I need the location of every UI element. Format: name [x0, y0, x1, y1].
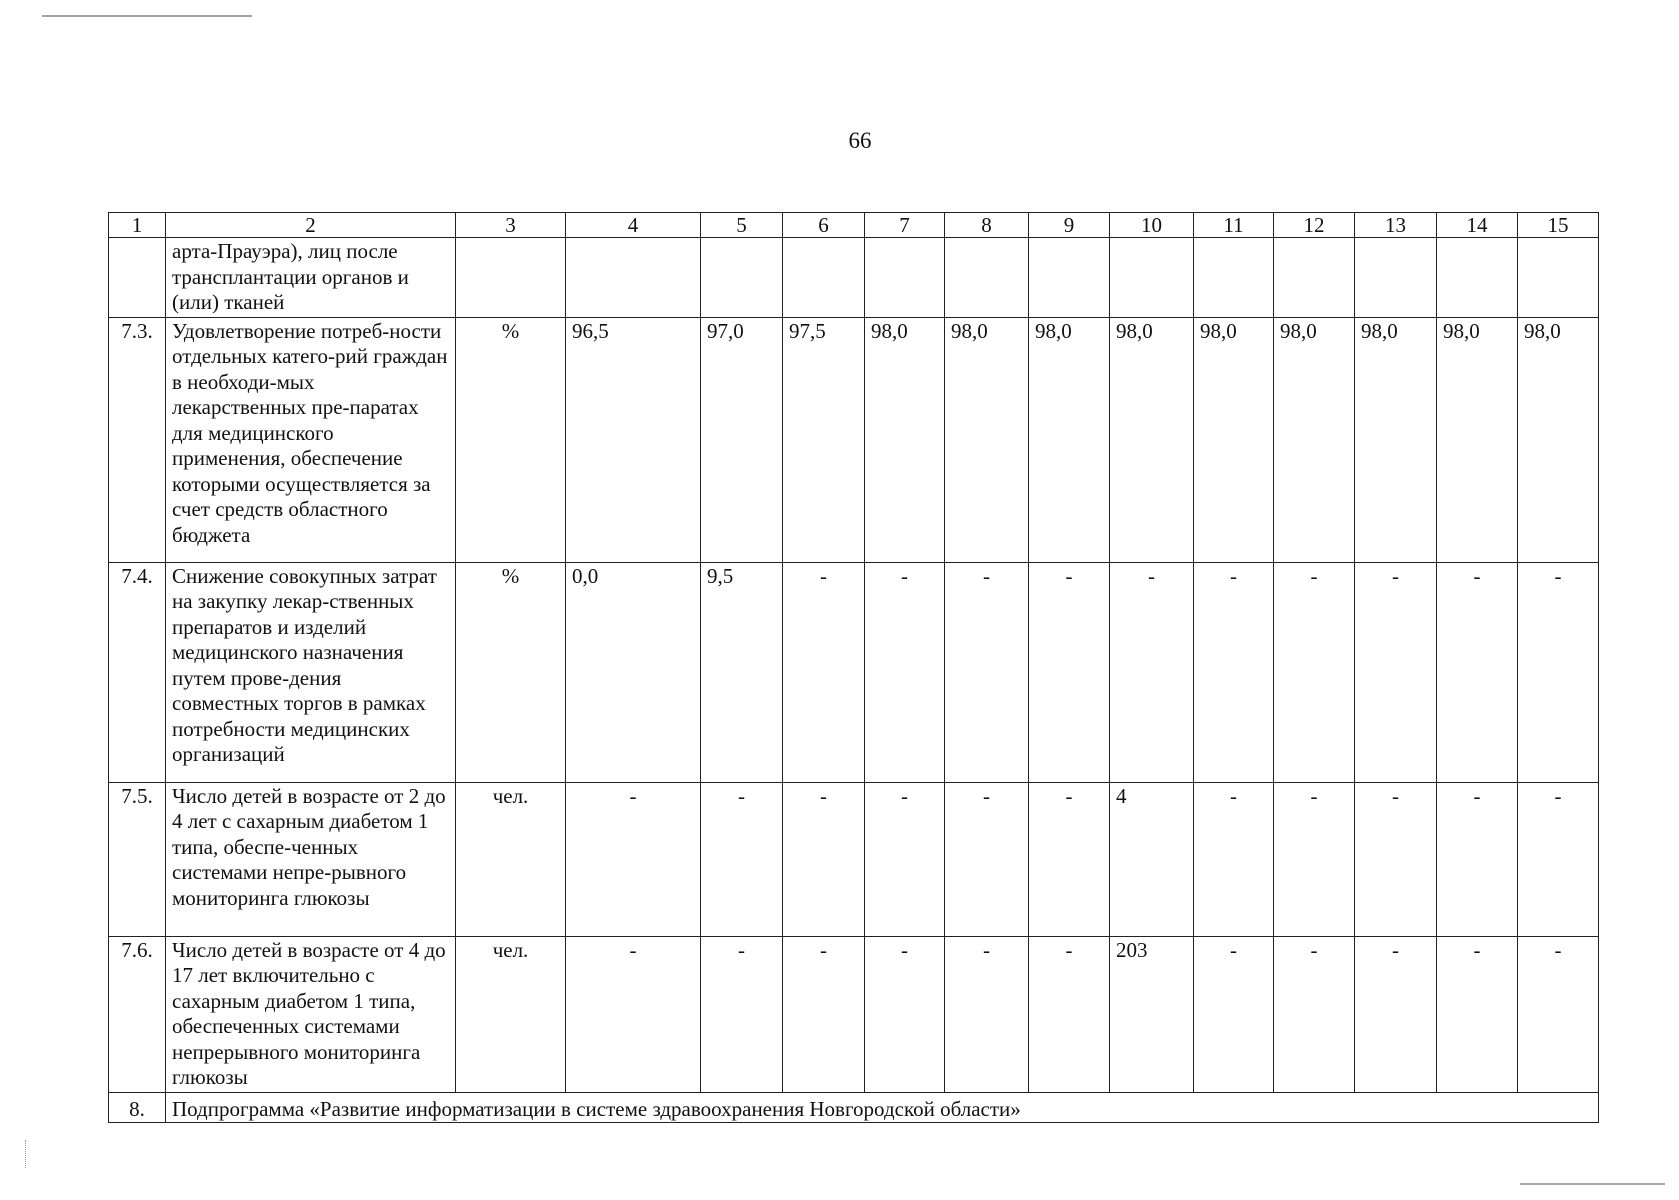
value-cell: 98,0: [1518, 317, 1599, 562]
value-cell: -: [1355, 936, 1437, 1092]
value-cell: -: [945, 936, 1029, 1092]
value-cell: -: [783, 936, 865, 1092]
value-cell: 98,0: [1274, 317, 1355, 562]
value-cell: -: [1029, 782, 1110, 936]
cell-value: [865, 238, 945, 318]
value-cell: -: [566, 782, 701, 936]
value-cell: -: [1110, 562, 1194, 782]
value-cell: -: [1274, 936, 1355, 1092]
continued-row: [109, 238, 1599, 318]
unit-cell: %: [456, 317, 566, 562]
header-cell: 4: [566, 213, 701, 238]
cell-value: [1518, 238, 1599, 318]
cell-unit: [456, 238, 566, 318]
row-number: 7.5.: [109, 782, 166, 936]
value-cell: -: [1194, 782, 1274, 936]
header-cell: 12: [1274, 213, 1355, 238]
value-cell: -: [566, 936, 701, 1092]
header-cell: 2: [166, 213, 456, 238]
value-cell: -: [783, 562, 865, 782]
value-cell: 98,0: [945, 317, 1029, 562]
header-cell: 15: [1518, 213, 1599, 238]
cell-value: [1355, 238, 1437, 318]
value-cell: -: [945, 562, 1029, 782]
value-cell: -: [1029, 562, 1110, 782]
cell-num: [109, 238, 166, 318]
value-cell: 96,5: [566, 317, 701, 562]
row-number: 7.4.: [109, 562, 166, 782]
value-cell: -: [865, 936, 945, 1092]
cell-value: [945, 238, 1029, 318]
scan-artifact-left: [25, 1140, 26, 1168]
section-row: [109, 1092, 1599, 1123]
table-row: [109, 562, 1599, 782]
value-cell: -: [865, 782, 945, 936]
value-cell: -: [1518, 562, 1599, 782]
value-cell: 98,0: [1437, 317, 1518, 562]
value-cell: 203: [1110, 936, 1194, 1092]
value-cell: 98,0: [1194, 317, 1274, 562]
value-cell: 98,0: [1110, 317, 1194, 562]
header-cell: 13: [1355, 213, 1437, 238]
value-cell: 98,0: [865, 317, 945, 562]
indicator-name: Число детей в возрасте от 2 до 4 лет с сахарным диабетом 1 типа, обеспе-ченных системами непре-рывного мониторинга глюкозы: [166, 782, 456, 936]
section-number: 8.: [109, 1092, 166, 1123]
table-row: [109, 782, 1599, 936]
unit-cell: чел.: [456, 782, 566, 936]
value-cell: -: [945, 782, 1029, 936]
value-cell: 9,5: [701, 562, 783, 782]
value-cell: -: [1194, 936, 1274, 1092]
cell-value: [1110, 238, 1194, 318]
value-cell: -: [1355, 782, 1437, 936]
row-number: 7.3.: [109, 317, 166, 562]
value-cell: -: [1437, 936, 1518, 1092]
cell-value: [783, 238, 865, 318]
value-cell: 98,0: [1355, 317, 1437, 562]
scan-artifact-top: [42, 15, 252, 17]
indicator-name: Число детей в возрасте от 4 до 17 лет включительно с сахарным диабетом 1 типа, обеспеченных системами непрерывного мониторинга глюкозы: [166, 936, 456, 1092]
value-cell: 97,5: [783, 317, 865, 562]
table-row: [109, 317, 1599, 562]
page-number: 66: [848, 128, 872, 153]
indicators-table: [108, 212, 1599, 1123]
value-cell: -: [865, 562, 945, 782]
cell-value: [1437, 238, 1518, 318]
header-cell: 14: [1437, 213, 1518, 238]
value-cell: 4: [1110, 782, 1194, 936]
value-cell: -: [1194, 562, 1274, 782]
value-cell: 0,0: [566, 562, 701, 782]
value-cell: -: [701, 782, 783, 936]
value-cell: 97,0: [701, 317, 783, 562]
cell-value: [1029, 238, 1110, 318]
section-title: Подпрограмма «Развитие информатизации в системе здравоохранения Новгородской области»: [166, 1092, 1599, 1123]
cell-value: [701, 238, 783, 318]
value-cell: -: [1518, 936, 1599, 1092]
header-cell: 8: [945, 213, 1029, 238]
value-cell: -: [1274, 782, 1355, 936]
header-cell: 6: [783, 213, 865, 238]
value-cell: 98,0: [1029, 317, 1110, 562]
header-cell: 7: [865, 213, 945, 238]
table-row: [109, 936, 1599, 1092]
header-cell: 10: [1110, 213, 1194, 238]
header-row: [109, 213, 1599, 238]
value-cell: -: [1029, 936, 1110, 1092]
value-cell: -: [1437, 562, 1518, 782]
cell-value: [566, 238, 701, 318]
unit-cell: %: [456, 562, 566, 782]
header-cell: 5: [701, 213, 783, 238]
cell-name: арта-Прауэра), лиц после трансплантации органов и (или) тканей: [166, 238, 456, 318]
value-cell: -: [1437, 782, 1518, 936]
cell-value: [1194, 238, 1274, 318]
row-number: 7.6.: [109, 936, 166, 1092]
header-cell: 9: [1029, 213, 1110, 238]
header-cell: 11: [1194, 213, 1274, 238]
value-cell: -: [1355, 562, 1437, 782]
table-body: [109, 213, 1599, 1123]
indicator-name: Снижение совокупных затрат на закупку лекар-ственных препаратов и изделий медицинского назначения путем прове-дения совместных торгов в рамках потребности медицинских организаций: [166, 562, 456, 782]
scan-artifact-bottom: [1520, 1183, 1665, 1185]
header-cell: 3: [456, 213, 566, 238]
header-cell: 1: [109, 213, 166, 238]
cell-value: [1274, 238, 1355, 318]
unit-cell: чел.: [456, 936, 566, 1092]
value-cell: -: [783, 782, 865, 936]
value-cell: -: [1518, 782, 1599, 936]
indicator-name: Удовлетворение потреб-ности отдельных катего-рий граждан в необходи-мых лекарственных пре-паратах для медицинского применения, обеспечение которыми осуществляется за счет средств областного бюджета: [166, 317, 456, 562]
value-cell: -: [701, 936, 783, 1092]
value-cell: -: [1274, 562, 1355, 782]
